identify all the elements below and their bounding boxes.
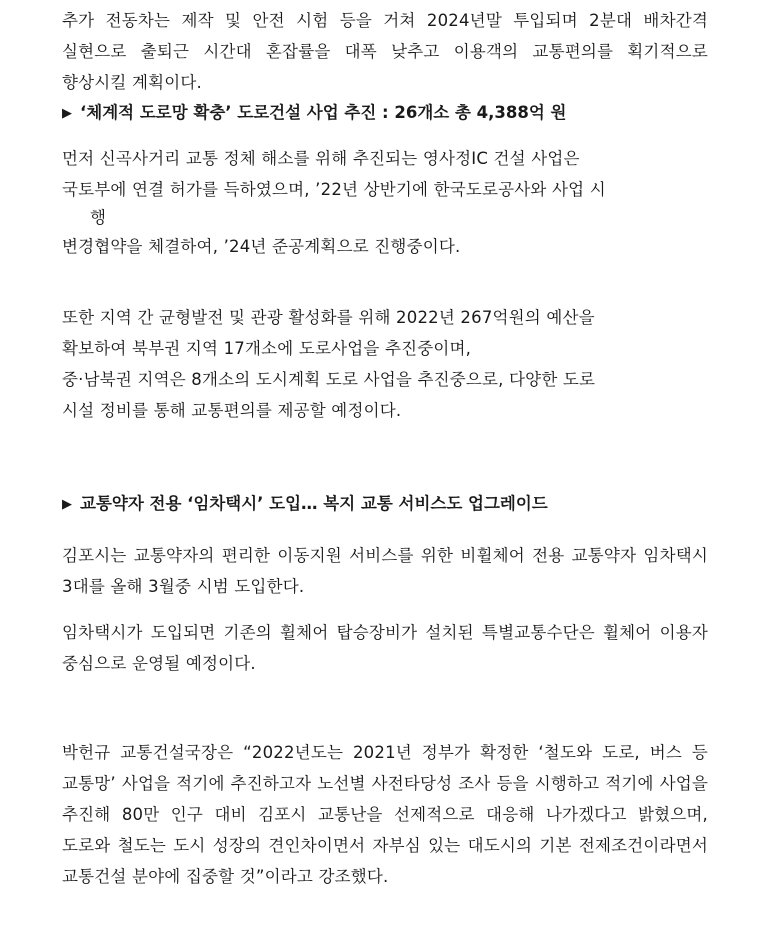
section-title: ‘체계적 도로망 확충’ 도로건설 사업 추진 : 26개소 총 4,388억 원 [80, 103, 567, 122]
triangle-marker-icon: ▶ [62, 497, 72, 512]
text-line: 변경협약을 체결하여, ’24년 준공계획으로 진행중이다. [62, 237, 461, 256]
section-heading-taxi [62, 488, 708, 520]
section-title: 교통약자 전용 ‘임차택시’ 도입… 복지 교통 서비스도 업그레이드 [80, 494, 548, 513]
road-paragraph-1 [62, 143, 708, 262]
taxi-paragraph-2: 임차택시가 도입되면 기존의 휠체어 탑승장비가 설치된 특별교통수단은 휠체어 이용자 중심으로 운영될 예정이다. [62, 623, 708, 673]
text-line: 중·남북권 지역은 8개소의 도시계획 도로 사업을 추진중으로, 다양한 도로 [62, 370, 596, 389]
section-heading-road-network [62, 97, 708, 129]
taxi-paragraph-1: 김포시는 교통약자의 편리한 이동지원 서비스를 위한 비휠체어 전용 교통약자 임차택시 3대를 올해 3월중 시범 도입한다. [62, 546, 708, 596]
text-line: 먼저 신곡사거리 교통 정체 해소를 위해 추진되는 영사정IC 건설 사업은 [62, 149, 580, 168]
text-line: 행 [90, 208, 107, 227]
document-body [62, 0, 708, 892]
road-paragraph-2 [62, 302, 708, 426]
text-line: 또한 지역 간 균형발전 및 관광 활성화를 위해 2022년 267억원의 예산을 [62, 308, 595, 327]
triangle-marker-icon: ▶ [62, 106, 72, 121]
closing-paragraph: 박헌규 교통건설국장은 “2022년도는 2021년 정부가 확정한 ‘철도와 도로, 버스 등 교통망’ 사업을 적기에 추진하고자 노선별 사전타당성 조사 등을 시행하고 적기에 사업을 추진해 80만 인구 대비 김포시 교통난을 선제적으로 대응해 나가겠다고 밝혔으며, 도로와 철도는 도시 성장의 견인차이면서 자부심 있는 대도시의 기본 전제조건이라면서 교통건설 분야에 집중할 것”이라고 강조했다. [62, 743, 708, 886]
text-line: 시설 정비를 통해 교통편의를 제공할 예정이다. [62, 401, 402, 420]
text-line: 확보하여 북부권 지역 17개소에 도로사업을 추진중이며, [62, 339, 472, 358]
text-line: 국토부에 연결 허가를 득하였으며, ’22년 상반기에 한국도로공사와 사업 시 [62, 180, 606, 199]
intro-paragraph: 추가 전동차는 제작 및 안전 시험 등을 거쳐 2024년말 투입되며 2분대 배차간격 실현으로 출퇴근 시간대 혼잡률을 대폭 낮추고 이용객의 교통편의를 획기적으로 향상시킬 계획이다. [62, 11, 708, 92]
